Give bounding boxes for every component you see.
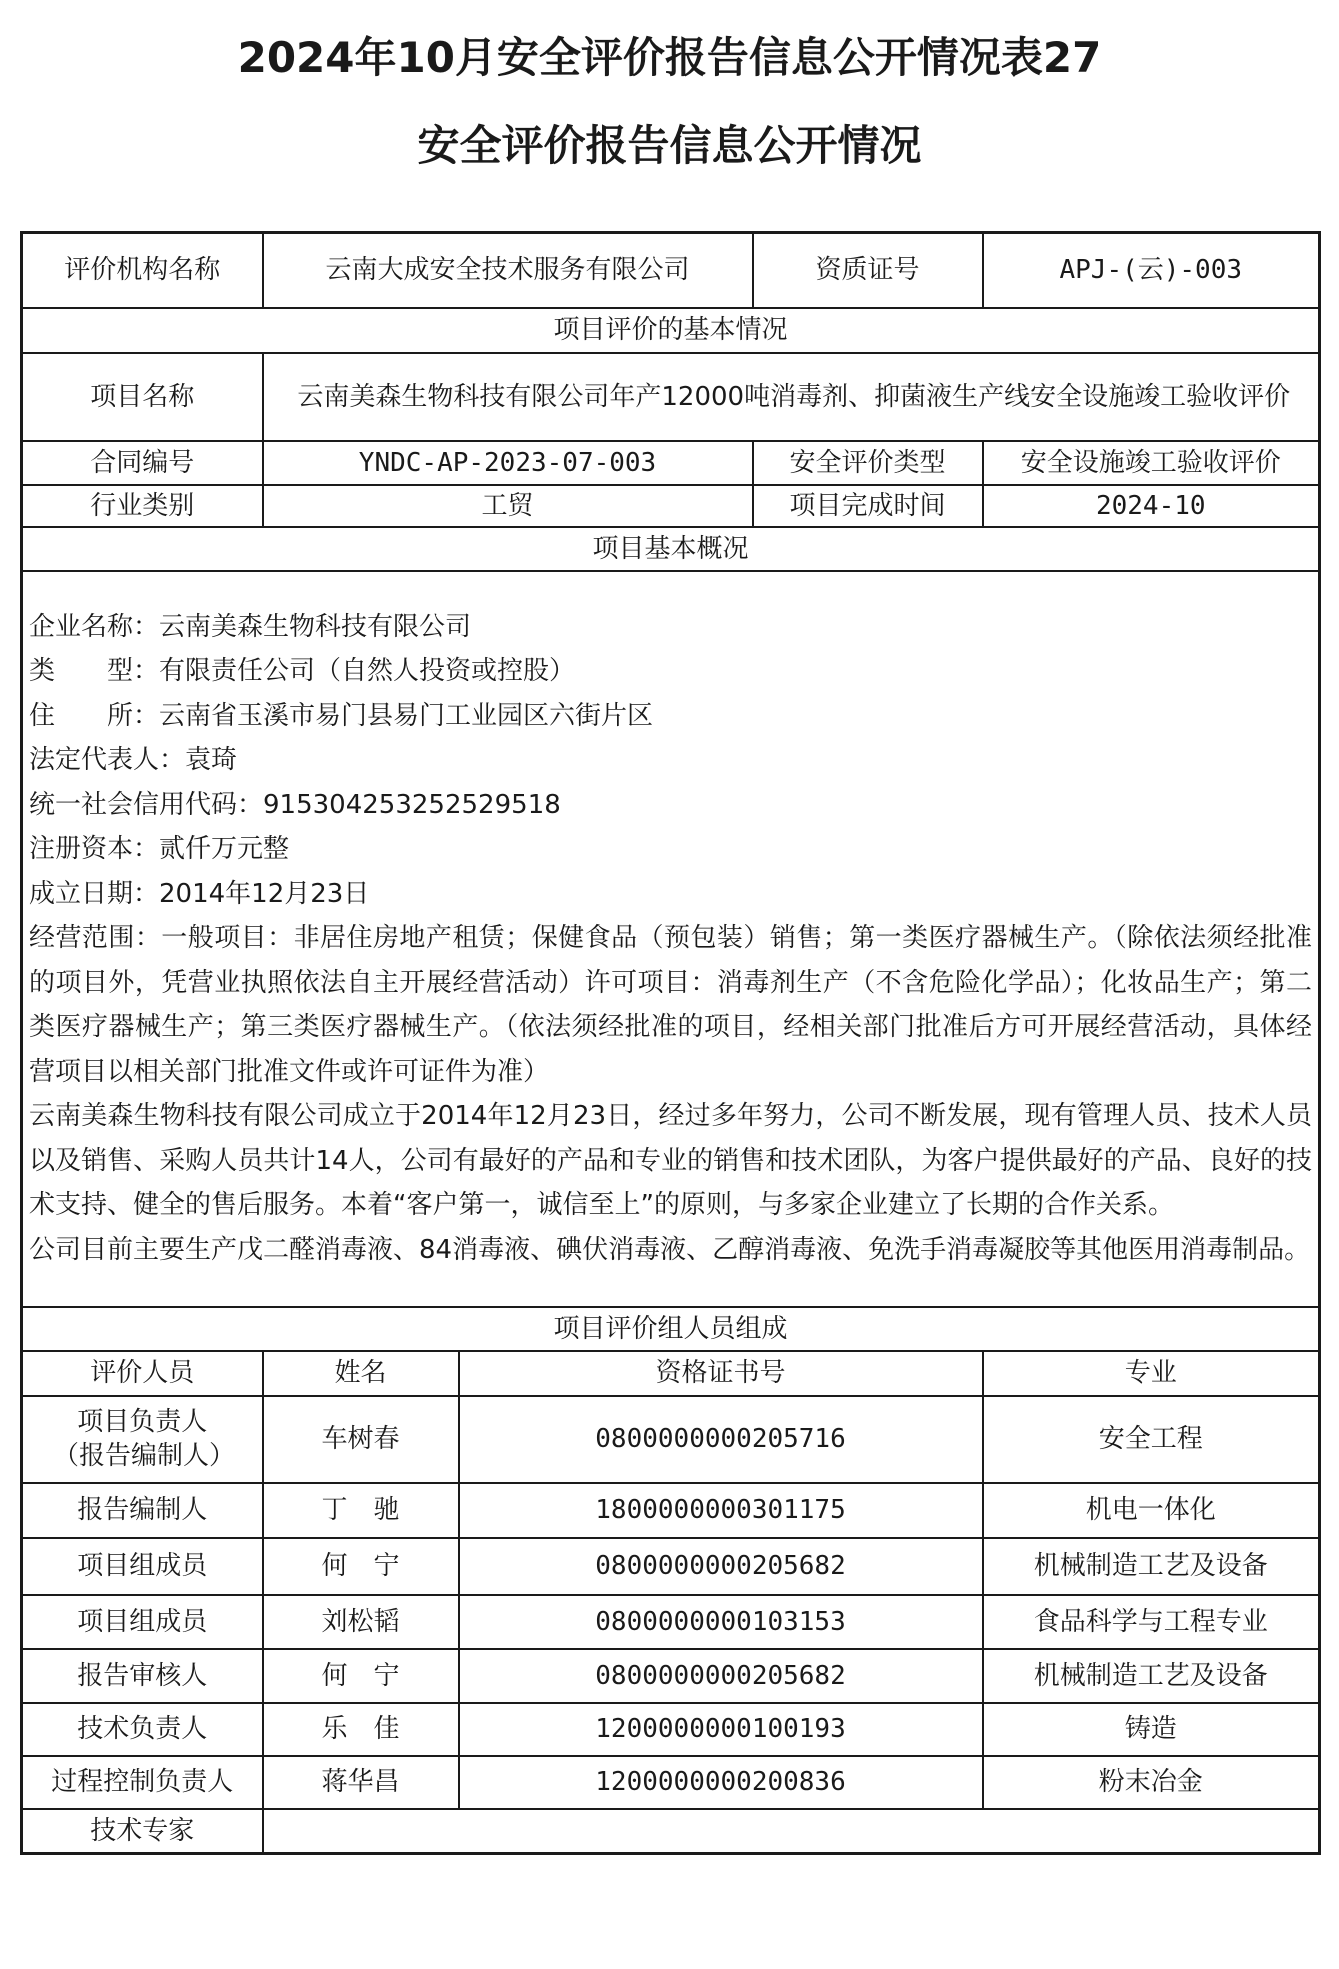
company-intro-paragraph: 云南美森生物科技有限公司成立于2014年12月23日，经过多年努力，公司不断发展，现有管理人员、技术人员以及销售、采购人员共计14人，公司有最好的产品和专业的销售和技术团队，为客户提供最好的产品、良好的技术支持、健全的售后服务。本着“客户第一，诚信至上”的原则，与多家企业建立了长期的合作关系。 xyxy=(29,1101,1313,1221)
table-row xyxy=(22,1396,1320,1483)
org-name-label: 评价机构名称 xyxy=(22,233,263,308)
team-cert: 0800000000205682 xyxy=(459,1649,983,1703)
org-row xyxy=(22,233,1320,308)
type-value: 有限责任公司（自然人投资或控股） xyxy=(159,656,576,687)
project-name-label: 项目名称 xyxy=(22,353,263,441)
eval-type-value: 安全设施竣工验收评价 xyxy=(983,441,1320,485)
company-line xyxy=(29,605,1312,650)
team-role: 项目组成员 xyxy=(22,1595,263,1649)
team-header-row xyxy=(22,1351,1320,1396)
company-value: 云南美森生物科技有限公司 xyxy=(159,611,472,642)
legal-rep-line xyxy=(29,738,1312,783)
expert-label: 技术专家 xyxy=(22,1809,263,1854)
basic-section-title: 项目评价的基本情况 xyxy=(22,308,1320,353)
team-cert: 0800000000103153 xyxy=(459,1595,983,1649)
completion-value: 2024-10 xyxy=(983,485,1320,527)
completion-label: 项目完成时间 xyxy=(753,485,983,527)
team-cert: 0800000000205716 xyxy=(459,1396,983,1483)
overview-body xyxy=(22,571,1320,1307)
header-name: 姓名 xyxy=(263,1351,459,1396)
team-name: 蒋华昌 xyxy=(263,1756,459,1809)
team-section-title: 项目评价组人员组成 xyxy=(22,1307,1320,1351)
contract-label: 合同编号 xyxy=(22,441,263,485)
header-role: 评价人员 xyxy=(22,1351,263,1396)
team-role: 报告编制人 xyxy=(22,1483,263,1538)
scope-value: 一般项目：非居住房地产租赁；保健食品（预包装）销售；第一类医疗器械生产。（除依法须经批准的项目外，凭营业执照依法自主开展经营活动）许可项目：消毒剂生产（不含危险化学品）；化妆品生产；第二类医疗器械生产；第三类医疗器械生产。（依法须经批准的项目，经相关部门批准后方可开展经营活动，具体经营项目以相关部门批准文件或许可证件为准） xyxy=(29,923,1313,1087)
industry-value: 工贸 xyxy=(263,485,753,527)
address-value: 云南省玉溪市易门县易门工业园区六街片区 xyxy=(159,700,654,731)
eval-type-label: 安全评价类型 xyxy=(753,441,983,485)
products-paragraph: 公司目前主要生产戊二醛消毒液、84消毒液、碘伏消毒液、乙醇消毒液、免洗手消毒凝胶等其他医用消毒制品。 xyxy=(29,1234,1311,1265)
table-row xyxy=(22,1756,1320,1809)
team-major: 粉末冶金 xyxy=(983,1756,1320,1809)
table-row xyxy=(22,1703,1320,1756)
team-role: 项目负责人（报告编制人） xyxy=(22,1396,263,1483)
team-cert: 1200000000200836 xyxy=(459,1756,983,1809)
credit-code-value: 915304253252529518 xyxy=(263,789,561,820)
team-name: 丁 驰 xyxy=(263,1483,459,1538)
cert-value: APJ-(云)-003 xyxy=(983,233,1320,308)
capital-line xyxy=(29,827,1312,872)
expert-value xyxy=(263,1809,1320,1854)
header-major: 专业 xyxy=(983,1351,1320,1396)
team-name: 乐 佳 xyxy=(263,1703,459,1756)
capital-label: 注册资本： xyxy=(29,834,160,865)
expert-row xyxy=(22,1809,1320,1854)
legal-rep-label: 法定代表人： xyxy=(29,745,186,776)
contract-value: YNDC-AP-2023-07-003 xyxy=(263,441,753,485)
team-major: 铸造 xyxy=(983,1703,1320,1756)
founded-value: 2014年12月23日 xyxy=(159,878,370,909)
team-cert: 1200000000100193 xyxy=(459,1703,983,1756)
table-row xyxy=(22,1595,1320,1649)
team-name: 刘松韬 xyxy=(263,1595,459,1649)
credit-code-label: 统一社会信用代码： xyxy=(29,789,264,820)
team-major: 机电一体化 xyxy=(983,1483,1320,1538)
type-label: 类 型： xyxy=(29,656,160,687)
team-cert: 0800000000205682 xyxy=(459,1538,983,1595)
team-name: 车树春 xyxy=(263,1396,459,1483)
team-major: 机械制造工艺及设备 xyxy=(983,1538,1320,1595)
team-cert: 1800000000301175 xyxy=(459,1483,983,1538)
scope-label: 经营范围： xyxy=(29,923,162,954)
team-major: 食品科学与工程专业 xyxy=(983,1595,1320,1649)
table-row xyxy=(22,1649,1320,1703)
team-name: 何 宁 xyxy=(263,1649,459,1703)
table-row xyxy=(22,1538,1320,1595)
header-cert: 资格证书号 xyxy=(459,1351,983,1396)
legal-rep-value: 袁琦 xyxy=(185,745,238,776)
team-role: 项目组成员 xyxy=(22,1538,263,1595)
table-row xyxy=(22,1483,1320,1538)
cert-label: 资质证号 xyxy=(753,233,983,308)
capital-value: 贰仟万元整 xyxy=(159,834,290,865)
team-name: 何 宁 xyxy=(263,1538,459,1595)
team-role: 报告审核人 xyxy=(22,1649,263,1703)
founded-line xyxy=(29,872,1312,917)
project-name-value: 云南美森生物科技有限公司年产12000吨消毒剂、抑菌液生产线安全设施竣工验收评价 xyxy=(263,353,1320,441)
disclosure-table xyxy=(20,231,1321,1855)
org-name-value: 云南大成安全技术服务有限公司 xyxy=(263,233,753,308)
address-label: 住 所： xyxy=(29,700,160,731)
team-major: 安全工程 xyxy=(983,1396,1320,1483)
address-line xyxy=(29,694,1312,739)
founded-label: 成立日期： xyxy=(29,878,160,909)
scope-paragraph xyxy=(29,916,1312,1094)
team-role: 技术负责人 xyxy=(22,1703,263,1756)
overview-section-title: 项目基本概况 xyxy=(22,527,1320,571)
team-major: 机械制造工艺及设备 xyxy=(983,1649,1320,1703)
type-line xyxy=(29,649,1312,694)
team-role: 过程控制负责人 xyxy=(22,1756,263,1809)
industry-label: 行业类别 xyxy=(22,485,263,527)
document-title: 2024年10月安全评价报告信息公开情况表27 xyxy=(237,33,1102,82)
document-subtitle: 安全评价报告信息公开情况 xyxy=(417,121,922,170)
credit-code-line xyxy=(29,783,1312,828)
company-label: 企业名称： xyxy=(29,611,160,642)
